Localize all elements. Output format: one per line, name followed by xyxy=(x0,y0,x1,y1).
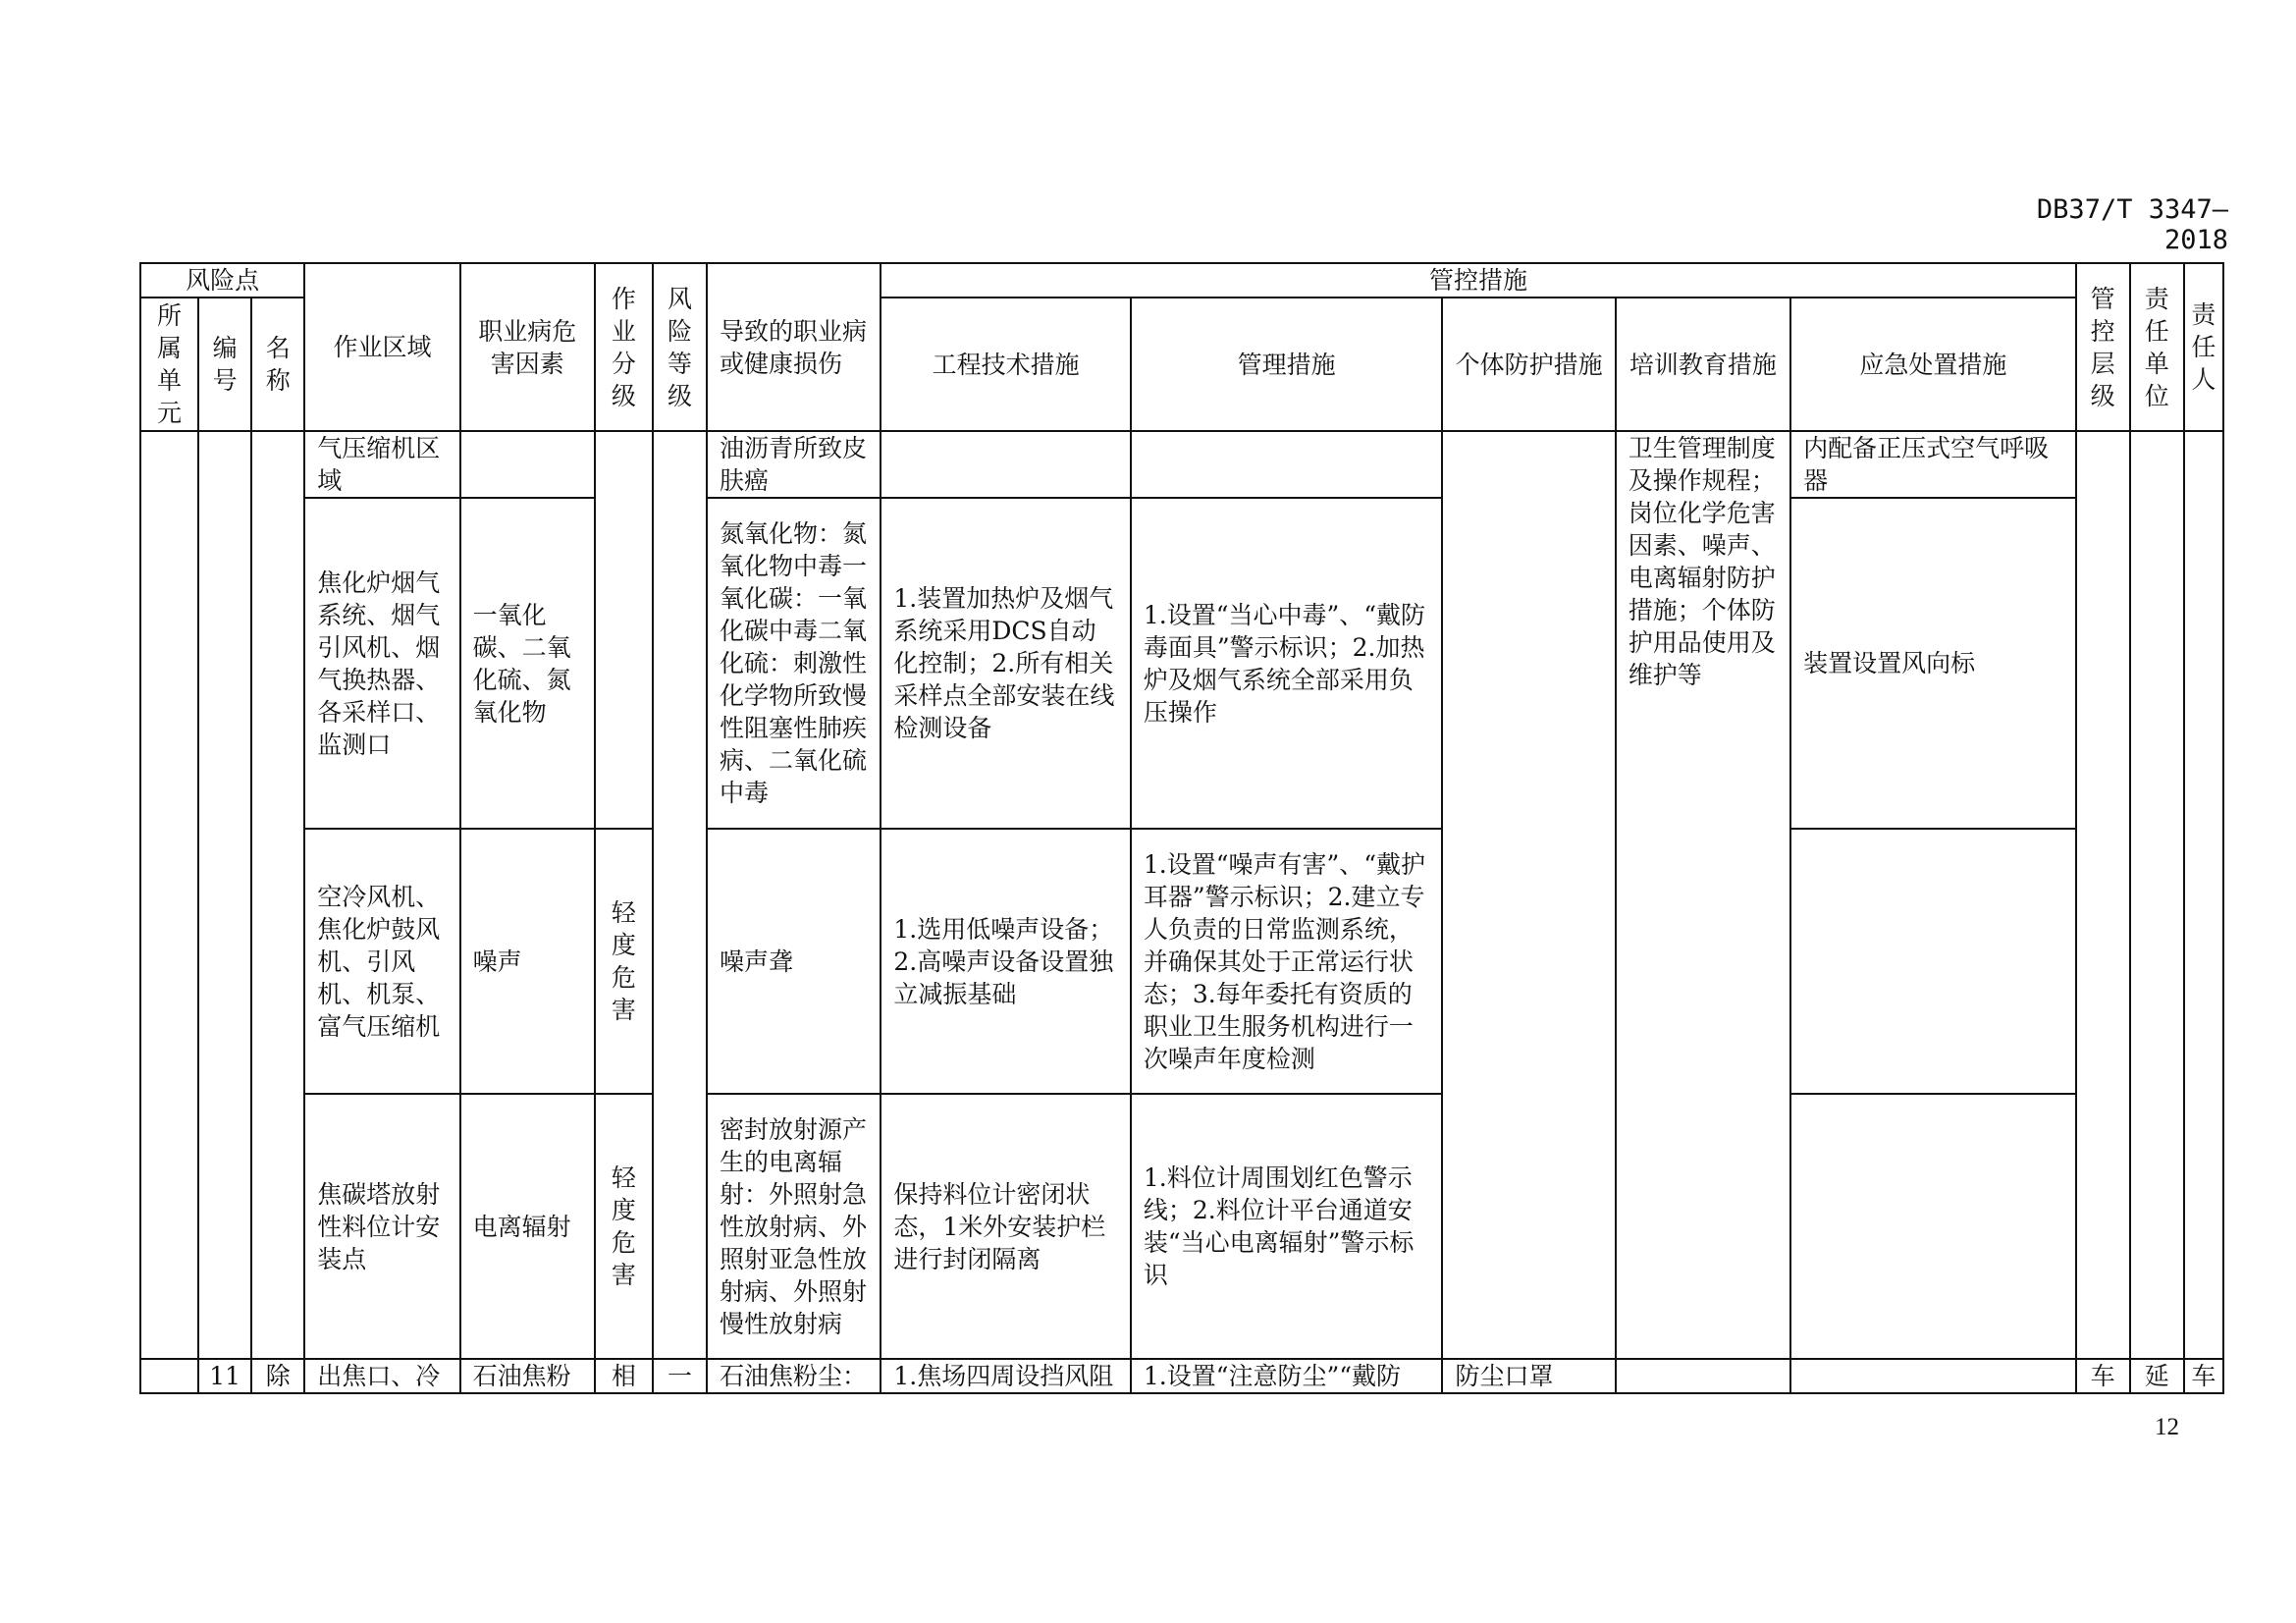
cell-resp-person: 车 xyxy=(2184,1359,2223,1393)
cell-work-area: 空冷风机、焦化炉鼓风机、引风机、机泵、富气压缩机 xyxy=(304,829,459,1094)
cell-engineering: 1.选用低噪声设备；2.高噪声设备设置独立减振基础 xyxy=(881,829,1130,1094)
cell-name: 除 xyxy=(251,1359,304,1393)
header-resp-unit: 责任单位 xyxy=(2130,263,2184,431)
header-management: 管理措施 xyxy=(1131,298,1443,431)
header-control-measures: 管控措施 xyxy=(881,263,2075,298)
header-work-grade: 作业分级 xyxy=(595,263,653,431)
header-name: 名称 xyxy=(251,298,304,431)
cell-emergency: 装置设置风向标 xyxy=(1790,498,2076,829)
cell-management xyxy=(1131,431,1443,498)
cell-control-level: 车 xyxy=(2076,1359,2130,1393)
cell-hazard: 一氧化碳、二氧化硫、氮氧化物 xyxy=(460,498,595,829)
page-number: 12 xyxy=(2155,1414,2179,1440)
cell-training xyxy=(1616,1359,1790,1393)
cell-management: 1.设置“注意防尘”“戴防 xyxy=(1131,1359,1443,1393)
cell-unit xyxy=(140,1359,198,1393)
cell-hazard: 石油焦粉 xyxy=(460,1359,595,1393)
cell-work-grade: 轻度危害 xyxy=(595,1094,653,1359)
cell-engineering: 保持料位计密闭状态，1米外安装护栏进行封闭隔离 xyxy=(881,1094,1130,1359)
cell-management: 1.设置“噪声有害”、“戴护耳器”警示标识；2.建立专人负责的日常监测系统，并确保其处于正常运行状态；3.每年委托有资质的职业卫生服务机构进行一次噪声年度检测 xyxy=(1131,829,1443,1094)
cell-management: 1.设置“当心中毒”、“戴防毒面具”警示标识；2.加热炉及烟气系统全部采用负压操作 xyxy=(1131,498,1443,829)
cell-work-area: 焦化炉烟气系统、烟气引风机、烟气换热器、各采样口、监测口 xyxy=(304,498,459,829)
header-damage: 导致的职业病或健康损伤 xyxy=(707,263,881,431)
header-risk-point: 风险点 xyxy=(140,263,304,298)
cell-risk-level: 一 xyxy=(653,1359,707,1393)
cell-resp-unit-continued xyxy=(2130,431,2184,1359)
cell-hazard xyxy=(460,431,595,498)
document-code: DB37/T 3347—2018 xyxy=(2036,194,2228,255)
cell-control-level-continued xyxy=(2076,431,2130,1359)
cell-engineering xyxy=(881,431,1130,498)
cell-damage: 石油焦粉尘： xyxy=(707,1359,881,1393)
cell-ppe-continued xyxy=(1442,431,1615,1359)
cell-emergency xyxy=(1790,1359,2076,1393)
cell-engineering: 1.装置加热炉及烟气系统采用DCS自动化控制；2.所有相关采样点全部安装在线检测设备 xyxy=(881,498,1130,829)
cell-risk-level-continued xyxy=(653,431,707,1359)
cell-damage: 密封放射源产生的电离辐射：外照射急性放射病、外照射亚急性放射病、外照射慢性放射病 xyxy=(707,1094,881,1359)
cell-engineering: 1.焦场四周设挡风阻 xyxy=(881,1359,1130,1393)
cell-hazard: 电离辐射 xyxy=(460,1094,595,1359)
cell-emergency xyxy=(1790,1094,2076,1359)
header-ppe: 个体防护措施 xyxy=(1442,298,1615,431)
header-control-level: 管控层级 xyxy=(2076,263,2130,431)
cell-management: 1.料位计周围划红色警示线；2.料位计平台通道安装“当心电离辐射”警示标识 xyxy=(1131,1094,1443,1359)
header-emergency: 应急处置措施 xyxy=(1790,298,2076,431)
header-training: 培训教育措施 xyxy=(1616,298,1790,431)
cell-work-grade: 轻度危害 xyxy=(595,829,653,1094)
cell-work-area: 焦碳塔放射性料位计安装点 xyxy=(304,1094,459,1359)
cell-work-grade: 相 xyxy=(595,1359,653,1393)
cell-damage: 氮氧化物：氮氧化物中毒一氧化碳：一氧化碳中毒二氧化硫：刺激性化学物所致慢性阻塞性肺疾病、二氧化硫中毒 xyxy=(707,498,881,829)
header-hazard: 职业病危害因素 xyxy=(460,263,595,431)
cell-work-area: 气压缩机区域 xyxy=(304,431,459,498)
cell-damage: 噪声聋 xyxy=(707,829,881,1094)
cell-unit-continued xyxy=(140,431,198,1359)
risk-control-table xyxy=(139,262,2224,1394)
cell-emergency: 内配备正压式空气呼吸器 xyxy=(1790,431,2076,498)
cell-name-continued xyxy=(251,431,304,1359)
cell-ppe: 防尘口罩 xyxy=(1442,1359,1615,1393)
cell-resp-person-continued xyxy=(2184,431,2223,1359)
cell-hazard: 噪声 xyxy=(460,829,595,1094)
cell-work-area: 出焦口、冷 xyxy=(304,1359,459,1393)
cell-number-continued xyxy=(198,431,251,1359)
header-number: 编号 xyxy=(198,298,251,431)
cell-work-grade xyxy=(595,431,653,829)
cell-resp-unit: 延 xyxy=(2130,1359,2184,1393)
cell-number: 11 xyxy=(198,1359,251,1393)
header-engineering: 工程技术措施 xyxy=(881,298,1130,431)
header-unit: 所属单元 xyxy=(140,298,198,431)
header-resp-person: 责任人 xyxy=(2184,263,2223,431)
header-risk-level: 风险等级 xyxy=(653,263,707,431)
cell-damage: 油沥青所致皮肤癌 xyxy=(707,431,881,498)
cell-training-shared: 卫生管理制度及操作规程；岗位化学危害因素、噪声、电离辐射防护措施；个体防护用品使用及维护等 xyxy=(1616,431,1790,1359)
cell-emergency xyxy=(1790,829,2076,1094)
header-work-area: 作业区域 xyxy=(304,263,459,431)
